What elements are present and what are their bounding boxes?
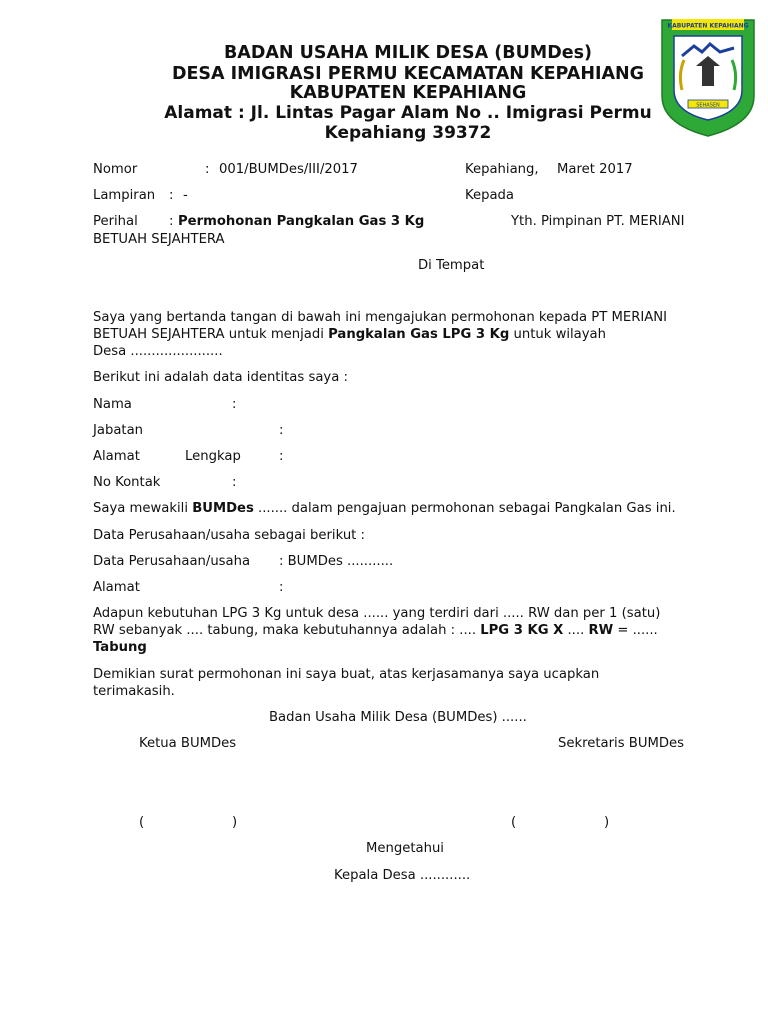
p1-line3: Desa ...................... bbox=[93, 344, 223, 359]
perihal-sep: : bbox=[169, 214, 174, 229]
ketua-label: Ketua BUMDes bbox=[139, 736, 237, 751]
mewakili-line: Saya mewakili BUMDes ....... dalam pengajuan permohonan sebagai Pangkalan Gas ini. bbox=[93, 501, 676, 516]
header-org-name: BADAN USAHA MILIK DESA (BUMDes) bbox=[223, 43, 593, 63]
lampiran-label: Lampiran bbox=[93, 188, 156, 203]
kebutuhan-line1: Adapun kebutuhan LPG 3 Kg untuk desa ...... yang terdiri dari ..... RW dan per 1 (satu) bbox=[93, 606, 661, 621]
di-tempat: Di Tempat bbox=[418, 258, 485, 273]
recipient-line1: Yth. Pimpinan PT. MERIANI bbox=[511, 214, 685, 229]
nomor-value: 001/BUMDes/III/2017 bbox=[219, 162, 358, 177]
nomor-sep: : bbox=[205, 162, 210, 177]
kebutuhan-line2: RW sebanyak .... tabung, maka kebutuhannya adalah : .... LPG 3 KG X .... RW = ...... bbox=[93, 623, 658, 638]
p1-line1: Saya yang bertanda tangan di bawah ini mengajukan permohonan kepada PT MERIANI bbox=[93, 310, 668, 325]
nomor-label: Nomor bbox=[93, 162, 138, 177]
header-regency: KABUPATEN KEPAHIANG bbox=[289, 83, 527, 103]
kontak-sep: : bbox=[232, 475, 237, 490]
kepala-desa-label: Kepala Desa ............ bbox=[334, 868, 471, 883]
sekretaris-label: Sekretaris BUMDes bbox=[558, 736, 684, 751]
nama-sep: : bbox=[232, 397, 237, 412]
usaha-alamat-label: Alamat bbox=[93, 580, 140, 595]
kontak-label: No Kontak bbox=[93, 475, 161, 490]
nama-label: Nama bbox=[93, 397, 132, 412]
jabatan-label: Jabatan bbox=[93, 423, 144, 438]
emblem-banner-text: KABUPATEN KEPAHIANG bbox=[667, 22, 749, 30]
header-village: DESA IMIGRASI PERMU KECAMATAN KEPAHIANG bbox=[171, 64, 645, 84]
emblem-ribbon-text: SEHASEN bbox=[696, 102, 720, 109]
perihal-label: Perihal bbox=[93, 214, 138, 229]
sekretaris-name-close: ) bbox=[604, 815, 610, 830]
usaha-label: Data Perusahaan/usaha bbox=[93, 554, 251, 569]
header-postcode: Kepahiang 39372 bbox=[324, 123, 492, 143]
emblem-shield-icon bbox=[658, 16, 758, 138]
closing-line2: terimakasih. bbox=[93, 684, 175, 699]
letter-date: Maret 2017 bbox=[557, 162, 633, 177]
jabatan-sep: : bbox=[279, 423, 284, 438]
lampiran-sep: : bbox=[169, 188, 174, 203]
p1-line2: BETUAH SEJAHTERA untuk menjadi Pangkalan Gas LPG 3 Kg untuk wilayah bbox=[93, 327, 607, 342]
alamat-label: Alamat bbox=[93, 449, 140, 464]
closing-line1: Demikian surat permohonan ini saya buat, atas kerjasamanya saya ucapkan bbox=[93, 667, 600, 682]
data-intro: Data Perusahaan/usaha sebagai berikut : bbox=[93, 528, 365, 543]
alamat-lengkap: Lengkap bbox=[185, 449, 241, 464]
perihal-value: Permohonan Pangkalan Gas 3 Kg bbox=[178, 214, 425, 229]
kepada-label: Kepada bbox=[465, 188, 515, 203]
header-address: Alamat : Jl. Lintas Pagar Alam No .. Imigrasi Permu bbox=[164, 103, 652, 123]
usaha-value: : BUMDes ........... bbox=[279, 554, 394, 569]
letter-place: Kepahiang, bbox=[465, 162, 539, 177]
sekretaris-name-open: ( bbox=[511, 815, 517, 830]
mengetahui-label: Mengetahui bbox=[366, 841, 444, 856]
usaha-alamat-sep: : bbox=[279, 580, 284, 595]
identity-intro: Berikut ini adalah data identitas saya : bbox=[93, 370, 348, 385]
alamat-sep: : bbox=[279, 449, 284, 464]
signature-org: Badan Usaha Milik Desa (BUMDes) ...... bbox=[269, 710, 527, 725]
kebutuhan-line3: Tabung bbox=[93, 640, 147, 655]
ketua-name-open: ( bbox=[139, 815, 145, 830]
lampiran-value: - bbox=[183, 188, 188, 203]
recipient-line2: BETUAH SEJAHTERA bbox=[93, 232, 225, 247]
ketua-name-close: ) bbox=[232, 815, 238, 830]
kepahiang-emblem bbox=[658, 16, 758, 138]
